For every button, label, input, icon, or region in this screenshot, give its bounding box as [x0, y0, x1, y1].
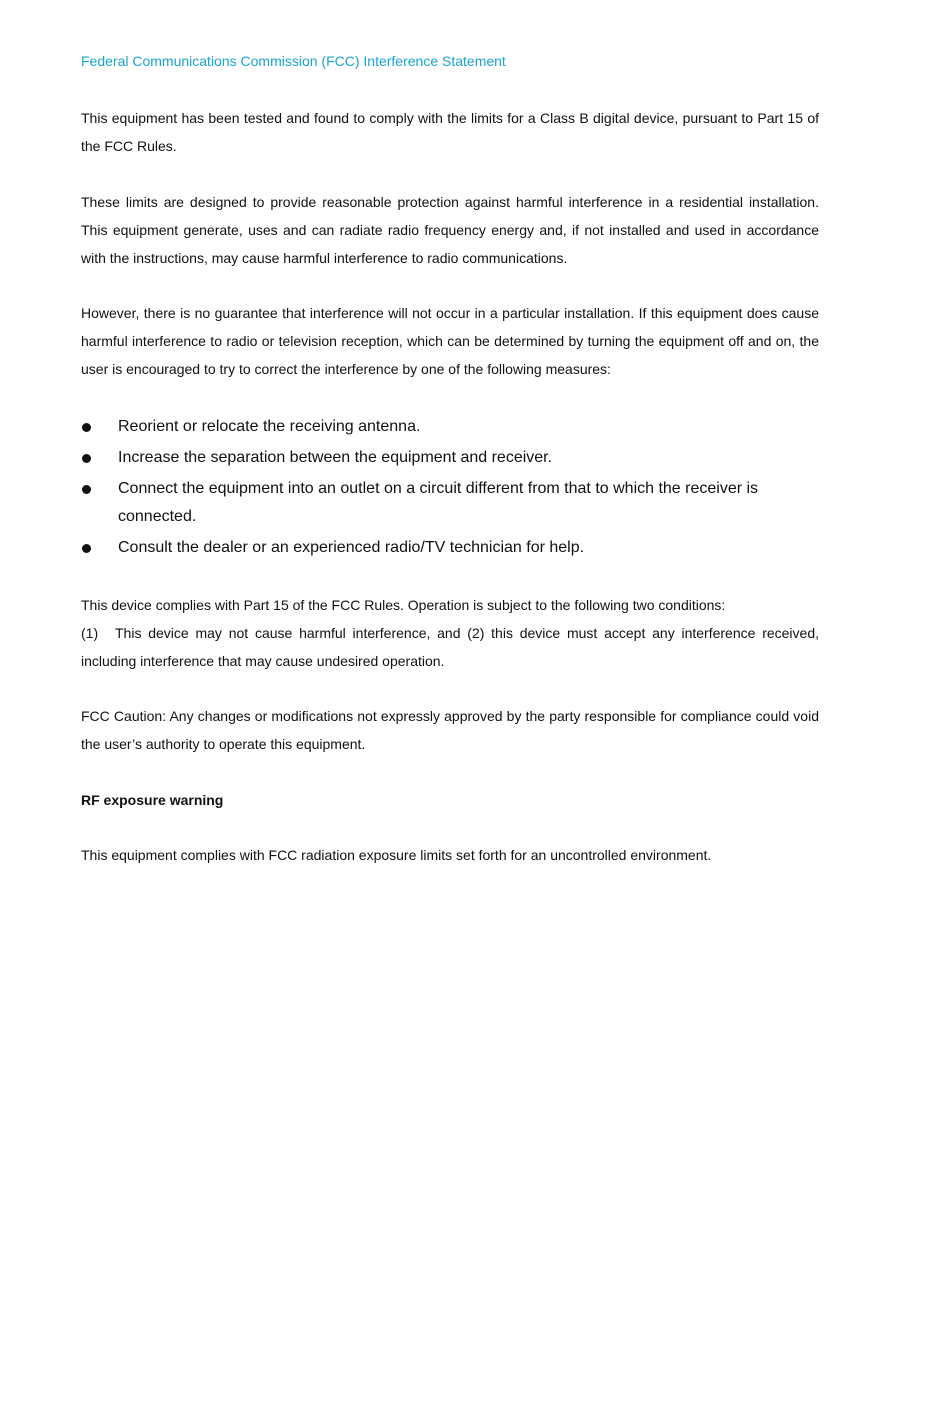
list-item — [81, 534, 819, 562]
paragraph-class-b-compliance: This equipment has been tested and found to comply with the limits for a Class B digital device, pursuant to Part 15 of the FCC Rules. — [81, 110, 819, 154]
condition-text: This device may not cause harmful interference, and (2) this device must accept any interference received, including interference that may cause undesired operation. — [81, 625, 819, 669]
list-item-text: Increase the separation between the equipment and receiver. — [118, 449, 553, 466]
paragraph-fcc-caution: FCC Caution: Any changes or modifications not expressly approved by the party responsible for compliance could void the user’s authority to operate this equipment. — [81, 708, 819, 752]
list-item-text: Reorient or relocate the receiving antenna. — [118, 418, 421, 435]
list-item-text: Connect the equipment into an outlet on a circuit different from that to which the receiver is connected. — [118, 480, 759, 525]
compliance-intro: This device complies with Part 15 of the FCC Rules. Operation is subject to the following two conditions: — [81, 597, 726, 613]
rf-exposure-heading: RF exposure warning — [81, 792, 224, 808]
bullet-dot-icon — [82, 454, 91, 463]
bullet-dot-icon — [82, 544, 91, 553]
bullet-dot-icon — [82, 423, 91, 432]
paragraph-no-guarantee: However, there is no guarantee that interference will not occur in a particular installation. If this equipment does cause harmful interference to radio or television reception, which can be determined by turning the equipment off and on, the user is encouraged to try to correct the interference by one of the following measures: — [81, 305, 819, 377]
list-item — [81, 413, 819, 441]
list-item — [81, 475, 819, 531]
page-title: Federal Communications Commission (FCC) Interference Statement — [81, 53, 506, 69]
paragraph-rf-exposure: This equipment complies with FCC radiation exposure limits set forth for an uncontrolled environment. — [81, 847, 712, 863]
compliance-conditions — [81, 619, 819, 675]
compliance-section — [81, 591, 819, 675]
paragraph-limits: These limits are designed to provide reasonable protection against harmful interference in a residential installation. This equipment generate, uses and can radiate radio frequency energy and, if not installed and used in accordance with the instructions, may cause harmful interference to radio communications. — [81, 194, 819, 266]
list-item — [81, 444, 819, 472]
bullet-dot-icon — [82, 485, 91, 494]
measures-list — [81, 413, 819, 565]
condition-number: (1) — [81, 625, 99, 641]
list-item-text: Consult the dealer or an experienced radio/TV technician for help. — [118, 539, 585, 556]
